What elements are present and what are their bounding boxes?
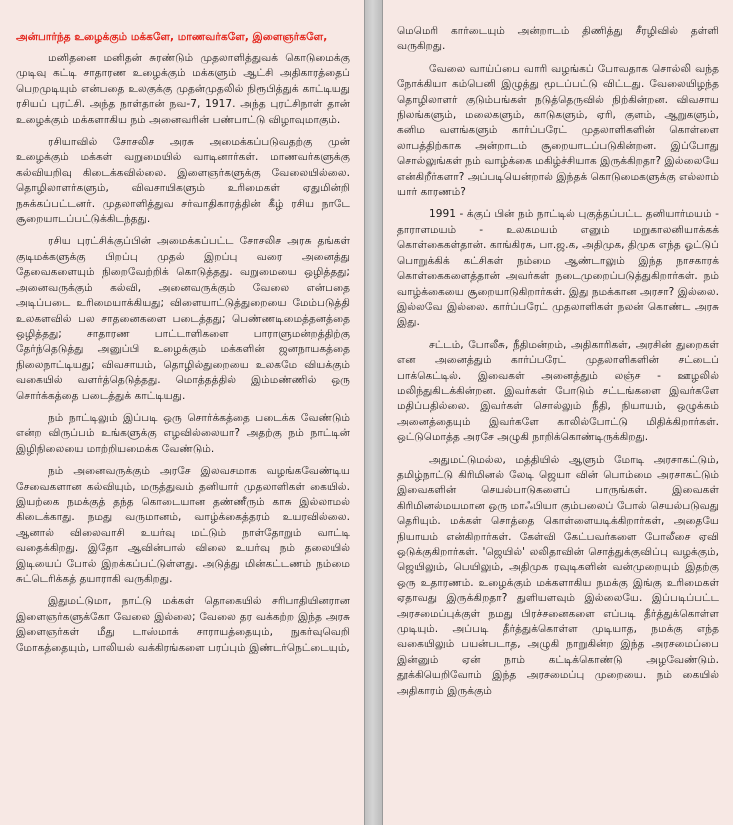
paragraph: மனிதனை மனிதன் சுரண்டும் முதலாளித்துவக் கொடுமைக்கு முடிவு கட்டி சாதாரண உழைக்கும் மக்களும் ஆட்சி அதிகாரத்தைப் பெறமுடியும் என்பதை உலகுக்கு முதன்முதலில் நிரூபித்துக் காட்டியது ரசியப் புரட்சி. அந்த நாள்தான் நவ-7, 1917. அந்த புரட்சிநாள் தான் உழைக்கும் மக்களாகிய நம் அனைவரின் பண்பாட்டு விழாவுமாகும். [16,52,350,126]
paragraph: சட்டம், போலீசு, நீதிமன்றம், அதிகாரிகள், அரசின் துறைகள் என அனைத்தும் கார்ப்பரேட் முதலாளிகளின் சட்டைப் பாக்கெட்டில். இவைகள் அனைத்தும் லஞ்ச - ஊழலில் மலிந்துகிடக்கின்றன. இவர்கள் போடும் சட்டங்களை இவர்களே மதிப்பதில்லை. இவர்கள் சொல்லும் நீதி, நியாயம், ஒழுக்கம் அனைத்தையும் இவர்களே காலில்போட்டு மிதிக்கிறார்கள். ஒட்டுமொத்த அரசே அழுகி நாறிக்கொண்டிருக்கிறது. [397,338,719,444]
paragraph: அதுமட்டுமல்ல, மத்தியில் ஆளும் மோடி அரசாகட்டும், தமிழ்நாட்டு கிரிமினல் லேடி ஜெயா வின் பொம்மை அரசாகட்டும் இவைகளின் செயல்பாடுகளைப் பாருங்கள். இவைகள் கிரிமினல்மயமான ஒரு மாஃபியா கும்பலைப் போல் செயல்படுவது தெரியும். மக்கள் சொத்தை கொள்ளையடிக்கிறார்கள், அதையே நியாயம் என்கிறார்கள். கேள்வி கேட்பவர்களை போலீசை ஏவி ஒடுக்குகிறார்கள். 'ஜெயில்' லலிதாவின் சொத்துக்குவிப்பு வழக்கும், ஜெயிலும், பெயிலும், அதிமுக ரவுடிகளின் வன்முறையும் இதற்கு ஒரு உதாரணம். உழைக்கும் மக்களாகிய நமக்கு இங்கு உரிமைகள் ஏதாவது இருக்கிறதா? துளியளவும் இல்லையே. இப்படிப்பட்ட அரசமைப்புக்குள் நமது பிரச்சனைகளை எப்படி தீர்த்துக்கொள்ள முடியும். அப்படி தீர்த்துக்கொள்ள முடியாத, நமக்கு எந்த வகையிலும் பயன்படாத, அழுகி நாறுகின்ற இந்த அரசமைப்பை இன்னும் ஏன் நாம் கட்டிக்கொண்டு அழவேண்டும். தூக்கியெறிவோம் இந்த அரசமைப்பு முறையை. நம் கையில் அதிகாரம் இருக்கும் [397,453,719,697]
paragraph: 1991 - க்குப் பின் நம் நாட்டில் புகுத்தப்பட்ட தனியார்மயம் - தாராளமயம் - உலகமயம் எனும் மறுகாலனியாக்கக் கொள்கைகள்தான். காங்கிரசு, பா.ஜ.க, அதிமுக, திமுக எந்த ஓட்டுப் பொறுக்கிக் கட்சிகள் நம்மை ஆண்டாலும் இந்த நாசகாரக் கொள்கைகளைத்தான் அவர்கள் நடைமுறைப்படுத்துகிறார்கள். நம் வாழ்க்கையை சூறையாடுகிறார்கள். இது நமக்கான அரசா? இல்லை. இல்லவே இல்லை. கார்ப்பரேட் முதலாளிகள் நலன் கொண்ட அரசு இது. [397,208,719,329]
paragraph: வேலை வாய்ப்பை வாரி வழங்கப் போவதாக சொல்லி வந்த நோக்கியா கம்பெனி இழுத்து மூடப்பட்டு விட்டது. வேலையிழந்த தொழிலாளர் குடும்பங்கள் நடுத்தெருவில் நிற்கின்றன. விவசாய நிலங்களும், மலைகளும், காடுகளும், ஏரி, குளம், ஆறுகளும், கனிம வளங்களும் கார்ப்பரேட் முதலாளிகளின் கொள்ளை லாபத்திற்காக அன்றாடம் சூறையாடப்படுகின்றன. இப்போது சொல்லுங்கள் நம் வாழ்க்கை மகிழ்ச்சியாக இருக்கிறதா? இல்லையே என்கிறீர்களா? அப்படியென்றால் இந்தக் கொடுமைகளுக்கு எல்லாம் யார் காரணம்? [397,62,719,199]
paragraph: இதுமட்டுமா, நாட்டு மக்கள் தொகையில் சரிபாதியினரான இளைஞர்களுக்கோ வேலை இல்லை; வேலை தர வக்கற்ற இந்த அரசு இளைஞர்கள் மீது டாஸ்மாக் சாராயத்தையும், நுகர்வுவெறி மோகத்தையும், பாலியல் வக்கிரங்களை பரப்பும் இண்டர்நெட்டையும், [16,595,350,654]
salutation-heading: அன்பார்ந்த உழைக்கும் மக்களே, மாணவர்களே, இளைஞர்களே, [16,31,328,43]
paragraph: நம் நாட்டிலும் இப்படி ஒரு சொர்க்கத்தை படைக்க வேண்டும் என்ற விருப்பம் உங்களுக்கு எழவில்லையா? அதற்கு நம் நாட்டின் இழிநிலையை மாற்றியமைக்க வேண்டும். [16,411,350,455]
page-edge-left [364,0,365,825]
paragraph: ரசியாவில் சோசலிச அரசு அமைக்கப்படுவதற்கு முன் உழைக்கும் மக்கள் வறுமையில் வாடினார்கள். மாணவர்களுக்கு கல்வியறிவு கிடைக்கவில்லை. இளைஞர்களுக்கு வேலையில்லை. தொழிலாளர்களும், விவசாயிகளும் உரிமைகள் ஏதுமின்றி நசுக்கப்பட்டனர். முதலாளித்துவ சர்வாதிகாரத்தின் கீழ் ரசிய நாடே சூறையாடப்பட்டுக்கிடந்தது. [16,136,350,226]
paragraph: நம் அனைவருக்கும் அரசே இலவசமாக வழங்கவேண்டிய சேவைகளான கல்வியும், மருத்துவம் தனியார் முதலாளிகள் கையில். இயற்கை நமக்குத் தந்த கொடையான தண்ணீரும் காசு இல்லாமல் கிடைக்காது. நமது வருமானம், வாழ்க்கைத்தரம் உயரவில்லை. ஆனால் விலைவாசி உயர்வு மட்டும் நாள்தோறும் வாட்டி வதைக்கிறது. இதோ ஆவின்பால் விலை உயர்வு நம் தலையில் இடியைப் போல் இறக்கப்பட்டுள்ளது. அடுத்து மின்கட்டணம் நம்மை சுட்டெரிக்கத் தயாராகி வருகிறது. [16,465,350,585]
left-page [0,0,364,825]
paragraph: ரசிய புரட்சிக்குப்பின் அமைக்கப்பட்ட சோசலிச அரசு தங்கள் குடிமக்களுக்கு பிறப்பு முதல் இறப்பு வரை அனைத்து தேவைகளையும் நிறைவேற்றிக் கொடுத்தது. வறுமையை ஒழித்தது; அனைவருக்கும் கல்வி, அனைவருக்கும் வேலை என்பதை அடிப்படை உரிமையாக்கியது; விளையாட்டுத்துறையை மேம்படுத்தி உலகளவில் பல சாதனைகளை படைத்தது; பெண்ணடிமைத்தனத்தை ஒழித்தது; சாதாரண பாட்டாளிகளை பாராளுமன்றத்திற்கு தேர்ந்தெடுத்து அனுப்பி உழைக்கும் மக்களின் ஜனநாயகத்தை நிலைநாட்டியது; விவசாயம், தொழில்துறையை உலகமே வியக்கும் வகையில் வளர்த்தெடுத்தது. மொத்தத்தில் இம்மண்ணில் ஒரு சொர்க்கத்தை படைத்துக் காட்டியது. [16,235,350,402]
page-gutter [364,0,383,825]
paragraph: மெமெரி கார்டையும் அன்றாடம் திணித்து சீரழிவில் தள்ளி வருகிறது. [397,25,719,53]
right-page [383,0,733,825]
